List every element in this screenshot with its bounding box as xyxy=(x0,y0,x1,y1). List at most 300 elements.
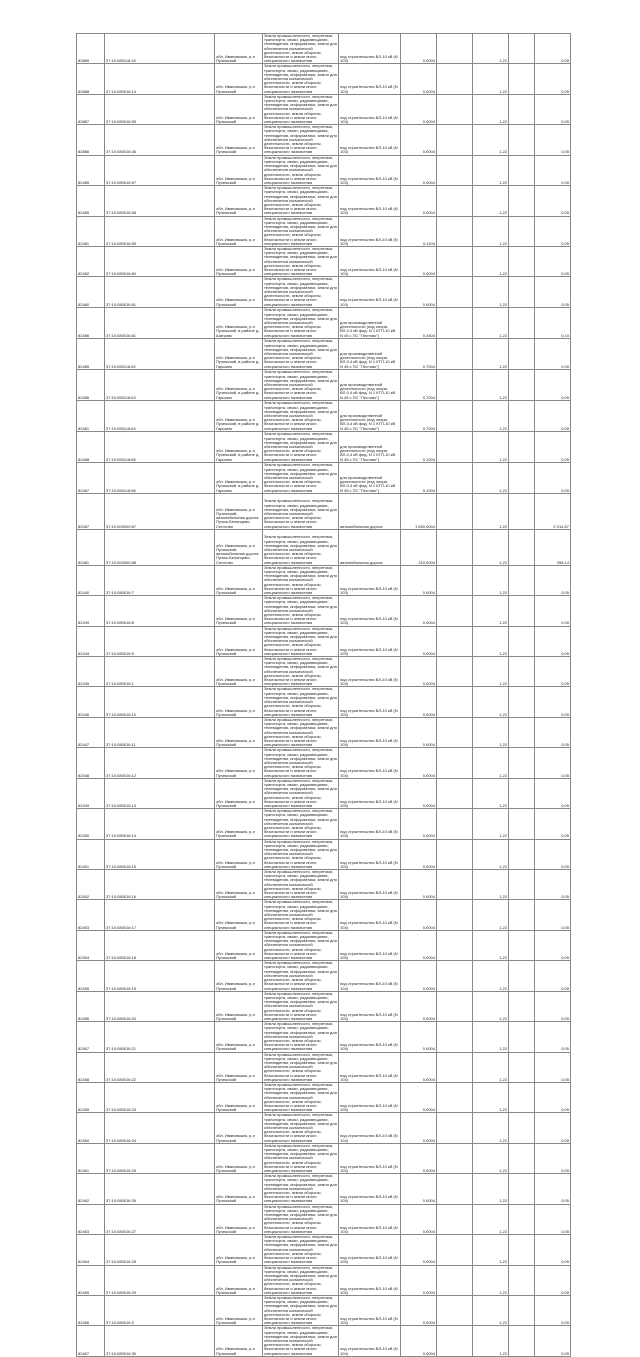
area-cell: 0,0004 xyxy=(401,870,437,900)
value-cell xyxy=(509,1022,535,1052)
value-cell xyxy=(509,400,535,431)
address-cell: обл. Ивановская, р-н Пучежский xyxy=(215,809,263,839)
value-cell xyxy=(437,778,473,808)
value-cell xyxy=(437,1022,473,1052)
cadastral-number-cell: 37:10:080016:30 xyxy=(105,1326,215,1356)
permitted-use-cell: под строительство ВЛ-10 кВ (N 104) xyxy=(339,717,401,747)
amount-cell: 0,05 xyxy=(535,1052,571,1082)
permitted-use-cell: под строительство ВЛ-10 кВ (N 104) xyxy=(339,809,401,839)
cadastral-number-cell: 37:10:080016:3 xyxy=(105,1295,215,1325)
value-cell xyxy=(509,338,535,369)
area-cell: 0,0004 xyxy=(401,839,437,869)
value-cell xyxy=(437,529,473,565)
cadastral-number-cell: 37:10:080016:55 xyxy=(105,94,215,124)
address-cell: обл. Ивановская, р-н Пучежский xyxy=(215,930,263,960)
coefficient-cell: 1,22 xyxy=(473,657,509,687)
area-cell: 0,4404 xyxy=(401,307,437,338)
amount-cell: 0,05 xyxy=(535,277,571,307)
cadastral-number-cell: 37:10:080016:16 xyxy=(105,870,215,900)
row-number-cell: 82889 xyxy=(77,34,105,64)
row-number-cell: 82452 xyxy=(77,870,105,900)
land-category-cell: Земли промышленности, энергетики, транспорта, связи, радиовещания, телевидения, информатики, земли для обеспечения космической деятельности, земли обороны, безопасности и земли иного специального назначения xyxy=(264,1021,337,1052)
area-cell: 0,0004 xyxy=(401,1174,437,1204)
row-number-cell: 82466 xyxy=(77,1295,105,1325)
amount-cell: 0,05 xyxy=(535,246,571,276)
amount-cell: 0,05 xyxy=(535,155,571,185)
land-category-cell: Земли промышленности, энергетики, транспорта, связи, радиовещания, телевидения, информатики, земли для обеспечения космической деятельности, земли обороны, безопасности и земли иного специального назначения xyxy=(264,899,337,930)
address-cell: обл. Ивановская, р-н Пучежский xyxy=(215,94,263,124)
land-category-cell: Земли промышленности, энергетики, транспорта, связи, радиовещания, телевидения, информатики, земли для обеспечения космической деятельности, земли обороны, безопасности и земли иного специального назначения xyxy=(264,626,337,656)
cadastral-number-cell: 37:10:080016:13 xyxy=(105,778,215,808)
permitted-use-cell: под строительство ВЛ-10 кВ (N 103) xyxy=(339,155,401,185)
row-number-cell: 82456 xyxy=(77,991,105,1021)
address-cell: обл. Ивановская, р-н Пучежский xyxy=(215,778,263,808)
amount-cell: 0,05 xyxy=(535,1143,571,1173)
table-row xyxy=(77,1082,571,1112)
value-cell xyxy=(509,369,535,400)
cadastral-number-cell: 37:10:000000:68 xyxy=(105,529,215,565)
address-cell: обл. Ивановская, р-н Пучежский xyxy=(215,870,263,900)
row-number-cell: 82888 xyxy=(77,64,105,94)
table-row xyxy=(77,961,571,991)
area-cell: 0,0004 xyxy=(401,94,437,124)
permitted-use-cell: под строительство ВЛ-10 кВ (N 104) xyxy=(339,930,401,960)
value-cell xyxy=(437,307,473,338)
permitted-use-cell: под строительство ВЛ-10 кВ (N 104) xyxy=(339,1326,401,1356)
coefficient-cell: 1,22 xyxy=(473,1265,509,1295)
amount-cell: 2 014,87 xyxy=(535,493,571,529)
table-row xyxy=(77,493,571,529)
value-cell xyxy=(437,216,473,246)
amount-cell: 0,05 xyxy=(535,34,571,64)
area-cell: 0,0004 xyxy=(401,1204,437,1234)
area-cell: 0,0004 xyxy=(401,778,437,808)
permitted-use-cell: для производственной деятельности (под опоры ВЛ-0,4 кВ фид. N 1 КТП-10 кВ N 45 с ПС "Пестово") xyxy=(339,462,401,493)
land-category-cell: Земли промышленности, энергетики, транспорта, связи, радиовещания, телевидения, информатики, земли для обеспечения космической деятельности, земли обороны, безопасности и земли иного специального назначения xyxy=(264,595,337,626)
address-cell: обл. Ивановская, р-н Пучежский xyxy=(215,125,263,155)
cadastral-number-cell: 37:10:080016:22 xyxy=(105,1052,215,1082)
amount-cell: 0,05 xyxy=(535,596,571,626)
table-row xyxy=(77,1265,571,1295)
area-cell: 0,0004 xyxy=(401,1052,437,1082)
land-category-cell: Земли промышленности, энергетики, транспорта, связи, радиовещания, телевидения, информатики, земли для обеспечения космической деятельности, земли обороны, безопасности и земли иного специального назначения xyxy=(264,1082,337,1113)
area-cell: 0,0004 xyxy=(401,1265,437,1295)
row-number-cell: 82455 xyxy=(77,961,105,991)
row-number-cell: 82467 xyxy=(77,1326,105,1356)
cadastral-number-cell: 37:10:080016:58 xyxy=(105,186,215,216)
permitted-use-cell: под строительство ВЛ-10 кВ (N 104) xyxy=(339,991,401,1021)
land-category-cell: Земли промышленности, энергетики, транспорта, связи, радиовещания, телевидения, информатики, земли для обеспечения космической деятельности, земли обороны, безопасности и земли иного специального назначения xyxy=(264,276,337,307)
row-number-cell: 82887 xyxy=(77,94,105,124)
amount-cell: 0,10 xyxy=(535,307,571,338)
value-cell xyxy=(437,431,473,462)
value-cell xyxy=(437,64,473,94)
table-row xyxy=(77,870,571,900)
area-cell: 0,0004 xyxy=(401,1113,437,1143)
address-cell: обл. Ивановская, р-н Пучежский xyxy=(215,34,263,64)
table-row xyxy=(77,1235,571,1265)
land-category-cell: Земли промышленности, энергетики, транспорта, связи, радиовещания, телевидения, информатики, земли для обеспечения космической деятельности, земли обороны, безопасности и земли иного специального назначения xyxy=(264,94,337,125)
permitted-use-cell: под строительство ВЛ-10 кВ (N 104) xyxy=(339,687,401,717)
land-category-cell: Земли промышленности, энергетики, транспорта, связи, радиовещания, телевидения, информатики, земли для обеспечения космической деятельности, земли обороны, безопасности и земли иного специального назначения xyxy=(264,462,337,493)
area-cell: 0,0004 xyxy=(401,596,437,626)
area-cell: 0,7004 xyxy=(401,400,437,431)
coefficient-cell: 1,22 xyxy=(473,1052,509,1082)
value-cell xyxy=(437,1265,473,1295)
amount-cell: 0,05 xyxy=(535,900,571,930)
permitted-use-cell: под строительство ВЛ-10 кВ (N 103) xyxy=(339,565,401,595)
cadastral-number-cell: 37:10:080016:17 xyxy=(105,900,215,930)
value-cell xyxy=(437,400,473,431)
value-cell xyxy=(437,930,473,960)
table-row xyxy=(77,596,571,626)
row-number-cell: 82440 xyxy=(77,565,105,595)
value-cell xyxy=(509,1052,535,1082)
coefficient-cell: 1,22 xyxy=(473,930,509,960)
land-category-cell: Земли промышленности, энергетики, транспорта, связи, радиовещания, телевидения, информатики, земли для обеспечения космической деятельности, земли обороны, безопасности и земли иного специального назначения xyxy=(264,565,337,596)
permitted-use-cell: под строительство ВЛ-10 кВ (N 103) xyxy=(339,34,401,64)
table-row xyxy=(77,1326,571,1356)
land-category-cell: Земли промышленности, энергетики, транспорта, связи, радиовещания, телевидения, информатики, земли для обеспечения космической деятельности, земли обороны, безопасности и земли иного специального назначения xyxy=(264,431,337,462)
coefficient-cell: 1,22 xyxy=(473,369,509,400)
coefficient-cell: 1,22 xyxy=(473,717,509,747)
area-cell: 1 650,0004 xyxy=(401,493,437,529)
land-category-cell: Земли промышленности, энергетики, транспорта, связи, радиовещания, телевидения, информатики, земли для обеспечения космической деятельности, земли обороны, безопасности и земли иного специального назначения xyxy=(264,930,337,961)
value-cell xyxy=(509,246,535,276)
coefficient-cell: 1,22 xyxy=(473,155,509,185)
table-row xyxy=(77,338,571,369)
permitted-use-cell: под строительство ВЛ-10 кВ (N 103) xyxy=(339,277,401,307)
land-category-cell: Земли промышленности, энергетики, транспорта, связи, радиовещания, телевидения, информатики, земли для обеспечения космической деятельности, земли обороны, безопасности и земли иного специального назначения xyxy=(264,216,337,246)
cadastral-number-cell: 37:10:000000:67 xyxy=(105,493,215,529)
permitted-use-cell: под строительство ВЛ-10 кВ (N 103) xyxy=(339,94,401,124)
row-number-cell: 82482 xyxy=(77,246,105,276)
area-cell: 0,7004 xyxy=(401,369,437,400)
row-number-cell: 82486 xyxy=(77,307,105,338)
permitted-use-cell: под строительство ВЛ-10 кВ (N 104) xyxy=(339,657,401,687)
amount-cell: 0,05 xyxy=(535,1265,571,1295)
land-category-cell: Земли промышленности, энергетики, транспорта, связи, радиовещания, телевидения, информатики, земли для обеспечения космической деятельности, земли обороны, безопасности и земли иного специального назначения xyxy=(264,778,337,808)
address-cell: обл. Ивановская, р-н Пучежский xyxy=(215,748,263,778)
value-cell xyxy=(509,778,535,808)
permitted-use-cell: под строительство ВЛ-10 кВ (N 104) xyxy=(339,870,401,900)
land-category-cell: Земли промышленности, энергетики, транспорта, связи, радиовещания, телевидения, информатики, земли для обеспечения космической деятельности, земли обороны, безопасности и земли иного специального назначения xyxy=(264,63,337,94)
permitted-use-cell: под строительство ВЛ-10 кВ (N 103) xyxy=(339,186,401,216)
row-number-cell: 82463 xyxy=(77,1204,105,1234)
row-number-cell: 82459 xyxy=(77,1082,105,1112)
area-cell: 0,0004 xyxy=(401,657,437,687)
amount-cell: 0,05 xyxy=(535,1174,571,1204)
address-cell: обл. Ивановская, р-н Пучежский, в районе д. Шатрово xyxy=(215,307,263,338)
area-cell: 0,0004 xyxy=(401,64,437,94)
address-cell: обл. Ивановская, р-н Пучежский xyxy=(215,155,263,185)
table-row xyxy=(77,778,571,808)
address-cell: обл. Ивановская, р-н Пучежский xyxy=(215,596,263,626)
land-category-cell: Земли промышленности, энергетики, транспорта, связи, радиовещания, телевидения, информатики, земли для обеспечения космической деятельности, земли обороны, безопасности и земли иного специального назначения xyxy=(264,656,337,687)
address-cell: обл. Ивановская, р-н Пучежский xyxy=(215,1022,263,1052)
area-cell: 0,0004 xyxy=(401,155,437,185)
table-row xyxy=(77,1052,571,1082)
land-category-cell: Земли промышленности, энергетики, транспорта, связи, радиовещания, телевидения, информатики, земли для обеспечения космической деятельности, земли обороны, безопасности и земли иного специального назначения xyxy=(264,307,337,338)
address-cell: обл. Ивановская, р-н Пучежский xyxy=(215,186,263,216)
land-category-cell: Земли промышленности, энергетики, транспорта, связи, радиовещания, телевидения, информатики, земли для обеспечения космической деятельности, земли обороны, безопасности и земли иного специального назначения xyxy=(264,869,337,900)
row-number-cell: 82488 xyxy=(77,431,105,462)
coefficient-cell: 1,22 xyxy=(473,961,509,991)
value-cell xyxy=(437,809,473,839)
permitted-use-cell: под строительство ВЛ-10 кВ (N 104) xyxy=(339,1174,401,1204)
row-number-cell: 82481 xyxy=(77,400,105,431)
address-cell: обл. Ивановская, р-н Пучежский xyxy=(215,216,263,246)
value-cell xyxy=(509,431,535,462)
table-row xyxy=(77,155,571,185)
permitted-use-cell: под строительство ВЛ-10 кВ (N 104) xyxy=(339,1143,401,1173)
amount-cell: 0,05 xyxy=(535,431,571,462)
value-cell xyxy=(509,155,535,185)
address-cell: обл. Ивановская, р-н Пучежский xyxy=(215,1326,263,1356)
coefficient-cell: 1,22 xyxy=(473,1235,509,1265)
value-cell xyxy=(509,991,535,1021)
land-category-cell: Земли промышленности, энергетики, транспорта, связи, радиовещания, телевидения, информатики, земли для обеспечения космической деятельности, земли обороны, безопасности и земли иного специального назначения xyxy=(264,246,337,277)
row-number-cell: 82457 xyxy=(77,1022,105,1052)
row-number-cell: 82464 xyxy=(77,1235,105,1265)
land-category-cell: Земли промышленности, энергетики, транспорта, связи, радиовещания, телевидения, информатики, земли для обеспечения космической деятельности, земли обороны, безопасности и земли иного специального назначения xyxy=(264,124,337,155)
row-number-cell: 82485 xyxy=(77,155,105,185)
value-cell xyxy=(437,991,473,1021)
amount-cell: 0,05 xyxy=(535,216,571,246)
value-cell xyxy=(437,870,473,900)
cadastral-number-cell: 37:10:080016:24 xyxy=(105,1113,215,1143)
land-category-cell: Земли промышленности, энергетики, транспорта, связи, радиовещания, телевидения, информатики, земли для обеспечения космической деятельности, земли обороны, безопасности и земли иного специального назначения xyxy=(264,1112,337,1143)
area-cell: 0,7004 xyxy=(401,338,437,369)
amount-cell: 0,05 xyxy=(535,626,571,656)
address-cell: обл. Ивановская, р-н Пучежский xyxy=(215,64,263,94)
value-cell xyxy=(437,94,473,124)
land-category-cell: Земли промышленности, энергетики, транспорта, связи, радиовещания, телевидения, информатики, земли для обеспечения космической деятельности, земли обороны, безопасности и земли иного специального назначения xyxy=(264,1204,337,1234)
land-category-cell: Земли промышленности, энергетики, транспорта, связи, радиовещания, телевидения, информатики, земли для обеспечения космической деятельности, земли обороны, безопасности и земли иного специального назначения xyxy=(264,1325,337,1356)
permitted-use-cell: под строительство ВЛ-10 кВ (N 103) xyxy=(339,246,401,276)
cadastral-number-cell: 37:10:080016:20 xyxy=(105,991,215,1021)
row-number-cell: 82886 xyxy=(77,125,105,155)
cadastral-number-cell: 37:10:080016:26 xyxy=(105,1174,215,1204)
cadastral-number-cell: 37:10:050116:66 xyxy=(105,462,215,493)
cadastral-number-cell: 37:10:050116:65 xyxy=(105,431,215,462)
coefficient-cell: 1,22 xyxy=(473,94,509,124)
address-cell: обл. Ивановская, р-н Пучежский xyxy=(215,687,263,717)
permitted-use-cell: для производственной деятельности (под опоры ВЛ-0,4 кВ фид. N 1 КТП-10 кВ N 45 с ПС "Пестово") xyxy=(339,431,401,462)
area-cell: 0,0004 xyxy=(401,961,437,991)
area-cell: 0,0004 xyxy=(401,565,437,595)
row-number-cell: 82461 xyxy=(77,1143,105,1173)
cadastral-number-cell: 37:10:080016:60 xyxy=(105,246,215,276)
coefficient-cell: 1,22 xyxy=(473,1022,509,1052)
cadastral-number-cell: 37:10:080016:25 xyxy=(105,1143,215,1173)
amount-cell: 0,05 xyxy=(535,778,571,808)
cadastral-number-cell: 37:10:080016:28 xyxy=(105,1235,215,1265)
cadastral-number-cell: 37:10:080016:61 xyxy=(105,307,215,338)
value-cell xyxy=(509,462,535,493)
amount-cell: 0,05 xyxy=(535,839,571,869)
amount-cell: 0,05 xyxy=(535,930,571,960)
amount-cell: 0,05 xyxy=(535,565,571,595)
area-cell: 0,0004 xyxy=(401,34,437,64)
cadastral-number-cell: 37:10:080016:23 xyxy=(105,1082,215,1112)
coefficient-cell: 1,22 xyxy=(473,991,509,1021)
table-row xyxy=(77,930,571,960)
value-cell xyxy=(437,277,473,307)
address-cell: обл. Ивановская, р-н Пучежский xyxy=(215,991,263,1021)
value-cell xyxy=(509,34,535,64)
permitted-use-cell: для производственной деятельности (под опоры ВЛ-0,4 кВ фид. N 1 КТП-10 кВ N 45 с ПС "Пестово") xyxy=(339,338,401,369)
area-cell: 0,0004 xyxy=(401,809,437,839)
area-cell: 0,1004 xyxy=(401,431,437,462)
coefficient-cell: 1,22 xyxy=(473,809,509,839)
permitted-use-cell: под строительство ВЛ-10 кВ (N 104) xyxy=(339,1022,401,1052)
area-cell: 0,0004 xyxy=(401,900,437,930)
value-cell xyxy=(509,529,535,565)
address-cell: обл. Ивановская, р-н Пучежский xyxy=(215,657,263,687)
value-cell xyxy=(509,961,535,991)
value-cell xyxy=(437,155,473,185)
area-cell: 0,0004 xyxy=(401,930,437,960)
land-category-cell: Земли промышленности, энергетики, транспорта, связи, радиовещания, телевидения, информатики, земли для обеспечения космической деятельности, земли обороны, безопасности и земли иного специального назначения xyxy=(264,185,337,216)
coefficient-cell: 1,22 xyxy=(473,1326,509,1356)
area-cell: 0,0004 xyxy=(401,1235,437,1265)
row-number-cell: 82453 xyxy=(77,900,105,930)
table-row xyxy=(77,369,571,400)
area-cell: 210,0004 xyxy=(401,529,437,565)
land-category-cell: Земли промышленности, энергетики, транспорта, связи, радиовещания, телевидения, информатики, земли для обеспечения космической деятельности, земли обороны, безопасности и земли иного специального назначения xyxy=(264,1143,337,1174)
permitted-use-cell: автомобильная дорога xyxy=(339,529,401,565)
amount-cell: 0,05 xyxy=(535,657,571,687)
cadastral-number-cell: 37:10:050116:64 xyxy=(105,400,215,431)
table-row xyxy=(77,64,571,94)
area-cell: 0,0004 xyxy=(401,1022,437,1052)
area-cell: 0,0004 xyxy=(401,626,437,656)
permitted-use-cell: под строительство ВЛ-10 кВ (N 103) xyxy=(339,596,401,626)
coefficient-cell: 1,22 xyxy=(473,338,509,369)
value-cell xyxy=(509,657,535,687)
permitted-use-cell: под строительство ВЛ-10 кВ (N 104) xyxy=(339,900,401,930)
table-row xyxy=(77,125,571,155)
table-row xyxy=(77,991,571,1021)
amount-cell: 0,05 xyxy=(535,717,571,747)
document-page xyxy=(76,33,570,1357)
value-cell xyxy=(437,186,473,216)
coefficient-cell: 1,22 xyxy=(473,870,509,900)
land-category-cell: Земли промышленности, энергетики, транспорта, связи, радиовещания, телевидения, информатики, земли для обеспечения космической деятельности, земли обороны, безопасности и земли иного специального назначения xyxy=(263,493,339,529)
table-row xyxy=(77,307,571,338)
value-cell xyxy=(509,307,535,338)
cadastral-number-cell: 37:10:080016:7 xyxy=(105,565,215,595)
table-row xyxy=(77,34,571,64)
cadastral-number-cell: 37:10:080116:15 xyxy=(105,34,215,64)
coefficient-cell: 1,22 xyxy=(473,1113,509,1143)
value-cell xyxy=(509,186,535,216)
amount-cell: 0,05 xyxy=(535,94,571,124)
cadastral-number-cell: 37:10:080016:59 xyxy=(105,216,215,246)
table-body xyxy=(77,34,571,1357)
coefficient-cell: 1,22 xyxy=(473,307,509,338)
value-cell xyxy=(509,748,535,778)
value-cell xyxy=(437,1113,473,1143)
value-cell xyxy=(509,1204,535,1234)
permitted-use-cell: для производственной деятельности (под опоры ВЛ-0,4 кВ фид. N 1 КТП-10 кВ N 45 с ПС "Пестово") xyxy=(339,307,401,338)
row-number-cell: 82458 xyxy=(77,1052,105,1082)
value-cell xyxy=(509,125,535,155)
land-category-cell: Земли промышленности, энергетики, транспорта, связи, радиовещания, телевидения, информатики, земли для обеспечения космической деятельности, земли обороны, безопасности и земли иного специального назначения xyxy=(264,155,337,185)
land-category-cell: Земли промышленности, энергетики, транспорта, связи, радиовещания, телевидения, информатики, земли для обеспечения космической деятельности, земли обороны, безопасности и земли иного специального назначения xyxy=(264,1295,337,1326)
land-category-cell: Земли промышленности, энергетики, транспорта, связи, радиовещания, телевидения, информатики, земли для обеспечения космической деятельности, земли обороны, безопасности и земли иного специального назначения xyxy=(264,338,337,369)
amount-cell: 0,05 xyxy=(535,1022,571,1052)
permitted-use-cell: автомобильная дорога xyxy=(339,493,401,529)
row-number-cell: 82450 xyxy=(77,809,105,839)
permitted-use-cell: под строительство ВЛ-10 кВ (N 104) xyxy=(339,748,401,778)
permitted-use-cell: для производственной деятельности (под опоры ВЛ-0,4 кВ фид. N 1 КТП-10 кВ N 45 с ПС "Пестово") xyxy=(339,369,401,400)
land-category-cell: Земли промышленности, энергетики, транспорта, связи, радиовещания, телевидения, информатики, земли для обеспечения космической деятельности, земли обороны, безопасности и земли иного специального назначения xyxy=(264,369,337,400)
land-category-cell: Земли промышленности, энергетики, транспорта, связи, радиовещания, телевидения, информатики, земли для обеспечения космической деятельности, земли обороны, безопасности и земли иного специального назначения xyxy=(264,960,337,991)
address-cell: обл. Ивановская, р-н Пучежский xyxy=(215,839,263,869)
land-category-cell: Земли промышленности, энергетики, транспорта, связи, радиовещания, телевидения, информатики, земли для обеспечения космической деятельности, земли обороны, безопасности и земли иного специального назначения xyxy=(264,400,337,431)
cadastral-number-cell: 37:10:080016:9 xyxy=(105,626,215,656)
row-number-cell: 82487 xyxy=(77,493,105,529)
value-cell xyxy=(509,1265,535,1295)
value-cell xyxy=(437,338,473,369)
table-row xyxy=(77,1143,571,1173)
value-cell xyxy=(437,839,473,869)
table-row xyxy=(77,839,571,869)
table-row xyxy=(77,462,571,493)
value-cell xyxy=(437,1052,473,1082)
value-cell xyxy=(437,657,473,687)
permitted-use-cell: под строительство ВЛ-10 кВ (N 104) xyxy=(339,961,401,991)
cadastral-number-cell: 37:10:080016:10 xyxy=(105,687,215,717)
amount-cell: 0,05 xyxy=(535,1326,571,1356)
amount-cell: 0,05 xyxy=(535,125,571,155)
row-number-cell: 82481 xyxy=(77,529,105,565)
row-number-cell: 82451 xyxy=(77,839,105,869)
cadastral-number-cell: 37:10:080016:1 xyxy=(105,657,215,687)
value-cell xyxy=(437,748,473,778)
permitted-use-cell: под строительство ВЛ-10 кВ (N 103) xyxy=(339,216,401,246)
table-row xyxy=(77,748,571,778)
value-cell xyxy=(437,1235,473,1265)
amount-cell: 256,14 xyxy=(535,529,571,565)
table-row xyxy=(77,1174,571,1204)
value-cell xyxy=(437,1326,473,1356)
address-cell: обл. Ивановская, р-н Пучежский xyxy=(215,717,263,747)
row-number-cell: 82445 xyxy=(77,657,105,687)
land-category-cell: Земли промышленности, энергетики, транспорта, связи, радиовещания, телевидения, информатики, земли для обеспечения космической деятельности, земли обороны, безопасности и земли иного специального назначения xyxy=(264,839,337,869)
coefficient-cell: 1,22 xyxy=(473,839,509,869)
address-cell: обл. Ивановская, р-н Пучежский xyxy=(215,1143,263,1173)
value-cell xyxy=(509,839,535,869)
table-row xyxy=(77,1113,571,1143)
value-cell xyxy=(437,1082,473,1112)
amount-cell: 0,05 xyxy=(535,1082,571,1112)
area-cell: 0,0004 xyxy=(401,186,437,216)
value-cell xyxy=(509,1295,535,1325)
amount-cell: 0,05 xyxy=(535,1295,571,1325)
value-cell xyxy=(509,1143,535,1173)
value-cell xyxy=(509,930,535,960)
row-number-cell: 82454 xyxy=(77,930,105,960)
address-cell: обл. Ивановская, р-н Пучежский, в районе д. Гаршино xyxy=(215,400,263,431)
coefficient-cell: 1,22 xyxy=(473,626,509,656)
value-cell xyxy=(437,493,473,529)
land-category-cell: Земли промышленности, энергетики, транспорта, связи, радиовещания, телевидения, информатики, земли для обеспечения космической деятельности, земли обороны, безопасности и земли иного специального назначения xyxy=(264,1052,337,1082)
amount-cell: 0,05 xyxy=(535,186,571,216)
value-cell xyxy=(437,717,473,747)
